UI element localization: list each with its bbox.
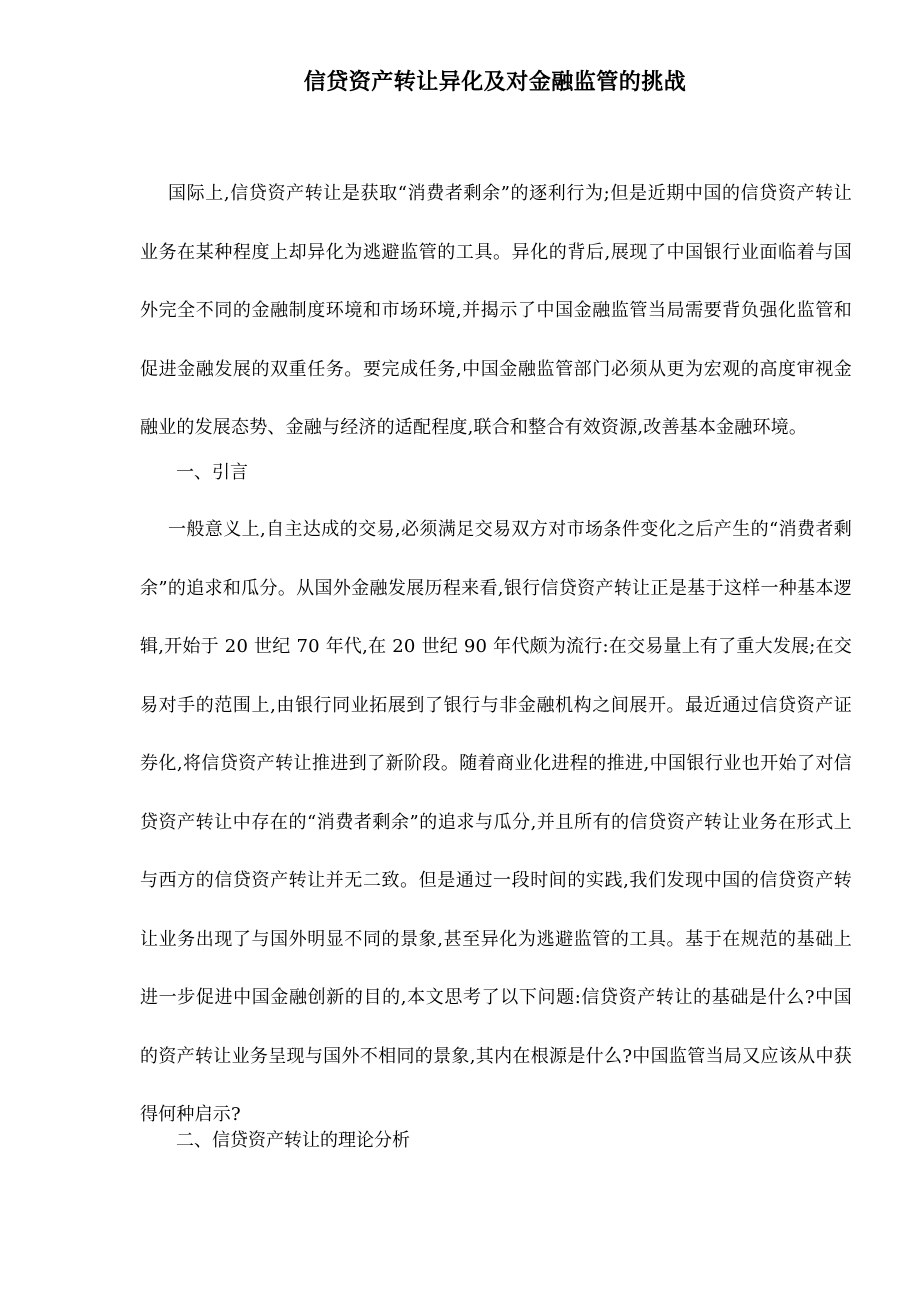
document-title: 信贷资产转让异化及对金融监管的挑战 [303,70,687,95]
paragraph-introduction: 一般意义上,自主达成的交易,必须满足交易双方对市场条件变化之后产生的“消费者剩余”的追求和瓜分。从国外金融发展历程来看,银行信贷资产转让正是基于这样一种基本逻辑,开始于 20 世纪 70 年代,在 20 世纪 90 年代颇为流行:在交易量上有了重大发展;在交易对手的范围上,由银行同业拓展到了银行与非金融机构之间展开。最近通过信贷资产证券化,将信贷资产转让推进到了新阶段。随着商业化进程的推进,中国银行业也开始了对信贷资产转让中存在的“消费者剩余”的追求与瓜分,并且所有的信贷资产转让业务在形式上与西方的信贷资产转让并无二致。但是通过一段时间的实践,我们发现中国的信贷资产转让业务出现了与国外明显不同的景象,甚至异化为逃避监管的工具。基于在规范的基础上进一步促进中国金融创新的目的,本文思考了以下问题:信贷资产转让的基础是什么?中国的资产转让业务呈现与国外不相同的景象,其内在根源是什么?中国监管当局又应该从中获得何种启示? [140,519,852,1125]
paragraph-abstract: 国际上,信贷资产转让是获取“消费者剩余”的逐利行为;但是近期中国的信贷资产转让业务在某种程度上却异化为逃避监管的工具。异化的背后,展现了中国银行业面临着与国外完全不同的金融制度环境和市场环境,并揭示了中国金融监管当局需要背负强化监管和促进金融发展的双重任务。要完成任务,中国金融监管部门必须从更为宏观的高度审视金融业的发展态势、金融与经济的适配程度,联合和整合有效资源,改善基本金融环境。 [140,183,852,438]
section-heading-theory: 二、信贷资产转让的理论分析 [176,1130,410,1151]
section-heading-introduction: 一、引言 [176,462,248,483]
